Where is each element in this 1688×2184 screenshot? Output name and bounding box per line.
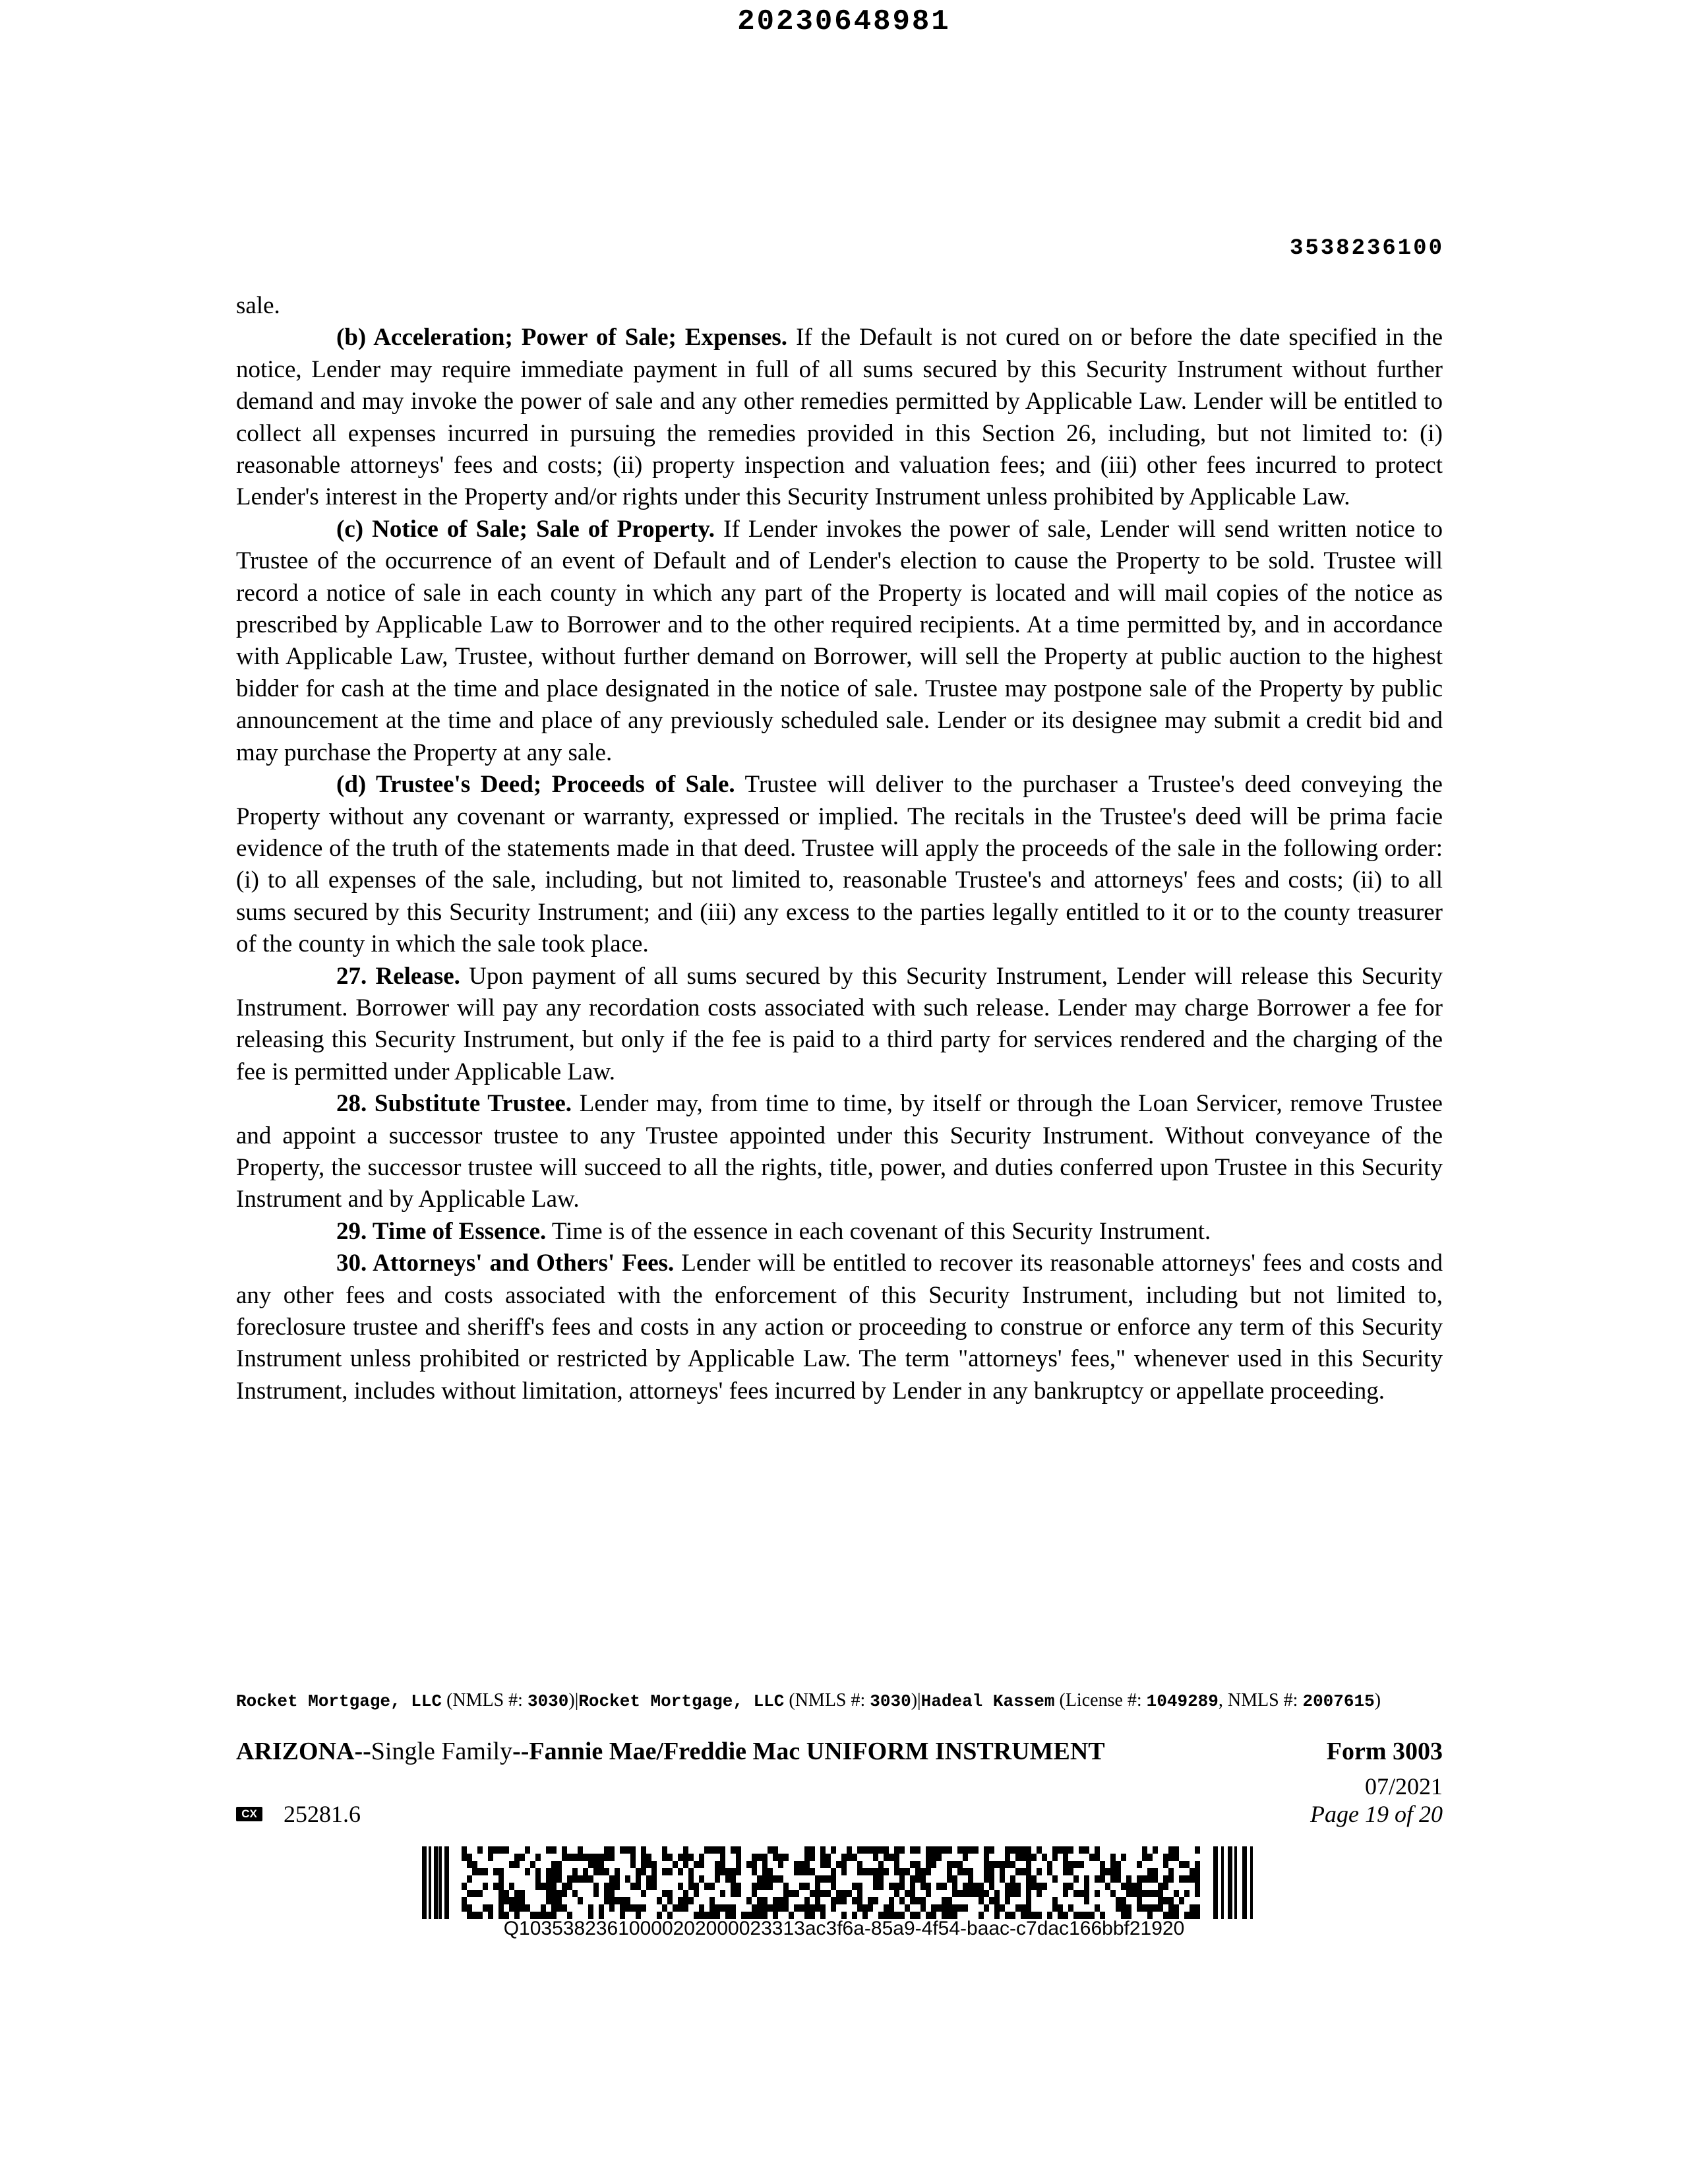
page-number: Page 19 of 20 bbox=[1310, 1801, 1443, 1827]
text-notice-of-sale: If Lender invokes the power of sale, Lender will send written notice to Trustee of the occurrence of an event of Default and of Lender's election to cause the Property to be sold. Trustee will record a notice of sale in each county in which any part of the Property is located and will mail copies of the notice as prescribed by Applicable Law to Borrower and to the other required recipients. At a time permitted by, and in accordance with Applicable Law, Trustee, without further demand on Borrower, will sell the Property at public auction to the highest bidder for cash at the time and place designated in the notice of sale. Trustee may postpone sale of the Property by public announcement at the time and place of any previously scheduled sale. Lender or its designee may submit a credit bid and may purchase the Property at any sale. bbox=[236, 515, 1443, 766]
text-release: Upon payment of all sums secured by this Security Instrument, Lender will release this Security Instrument. Borrower will pay any recordation costs associated with such release. Lender may charge Borrower a fee for releasing this Security Instrument, but only if the fee is paid to a third party for services rendered and the charging of the fee is permitted under Applicable Law. bbox=[236, 962, 1443, 1085]
paragraph-acceleration bbox=[236, 322, 1443, 513]
cx-logo-icon: CX bbox=[236, 1807, 262, 1821]
text-substitute-trustee: Lender may, from time to time, by itself or through the Loan Servicer, remove Trustee and appoint a successor trustee to any Trustee appointed under this Security Instrument. Without conveyance of the Property, the successor trustee will succeed to all the rights, title, power, and duties conferred upon Trustee in this Security Instrument and by Applicable Law. bbox=[236, 1090, 1443, 1213]
nmls-number: 3030 bbox=[870, 1691, 911, 1711]
form-dash: -- bbox=[354, 1738, 371, 1765]
heading-time-of-essence: 29. Time of Essence. bbox=[336, 1217, 547, 1245]
recording-number: 20230648981 bbox=[737, 5, 951, 38]
nmls-number: 3030 bbox=[527, 1691, 569, 1711]
license-label: (License #: bbox=[1054, 1690, 1147, 1711]
text-acceleration: If the Default is not cured on or before the date specified in the notice, Lender may require immediate payment in full of all sums secured by this Security Instrument without further demand and may invoke the power of sale and any other remedies permitted by Applicable Law. Lender will be entitled to collect all expenses incurred in pursuing the remedies provided in this Section 26, including, but not limited to: (i) reasonable attorneys' fees and costs; (ii) property inspection and valuation fees; and (iii) other fees incurred to protect Lender's interest in the Property and/or rights under this Security Instrument unless prohibited by Applicable Law. bbox=[236, 324, 1443, 511]
text-attorneys-fees: Lender will be entitled to recover its reasonable attorneys' fees and costs and any other fees and costs associated with the enforcement of this Security Instrument, including but not limited to, foreclosure trustee and sheriff's fees and costs in any action or proceeding to construe or enforce any term of this Security Instrument unless prohibited or restricted by Applicable Law. The term "attorneys' fees," whenever used in this Security Instrument, includes without limitation, attorneys' fees incurred by Lender in any bankruptcy or appellate proceeding. bbox=[236, 1250, 1443, 1405]
paragraph-attorneys-fees bbox=[236, 1248, 1443, 1407]
form-title-line bbox=[236, 1737, 1443, 1766]
paragraph-trustees-deed bbox=[236, 769, 1443, 960]
barcode-text: Q10353823610000202000023313ac3f6a-85a9-4f54-baac-c7dac166bbf21920 bbox=[503, 1918, 1185, 1939]
doc-code: 25281.6 bbox=[284, 1801, 361, 1827]
paragraph-time-of-essence bbox=[236, 1216, 1443, 1248]
loan-number: 3538236100 bbox=[1289, 236, 1444, 261]
heading-notice-of-sale: (c) Notice of Sale; Sale of Property. bbox=[336, 515, 715, 543]
nmls-label: , NMLS #: bbox=[1218, 1690, 1303, 1711]
form-family: Single Family bbox=[371, 1738, 513, 1765]
nmls-number: 2007615 bbox=[1302, 1691, 1375, 1711]
paragraph-notice-of-sale bbox=[236, 514, 1443, 769]
nmls-label: (NMLS #: bbox=[784, 1690, 870, 1711]
paragraph-substitute-trustee bbox=[236, 1088, 1443, 1216]
heading-substitute-trustee: 28. Substitute Trustee. bbox=[336, 1090, 572, 1118]
form-title bbox=[236, 1738, 1105, 1765]
separator: )| bbox=[911, 1690, 921, 1711]
heading-attorneys-fees: 30. Attorneys' and Others' Fees. bbox=[336, 1250, 675, 1277]
form-dash: -- bbox=[512, 1738, 529, 1765]
text-time-of-essence: Time is of the essence in each covenant of this Security Instrument. bbox=[546, 1217, 1211, 1245]
form-state: ARIZONA bbox=[236, 1738, 355, 1765]
barcode-icon bbox=[422, 1846, 1266, 1919]
form-number: Form 3003 bbox=[1326, 1738, 1443, 1765]
originator-name: Hadeal Kassem bbox=[920, 1691, 1055, 1711]
closing-paren: ) bbox=[1374, 1690, 1381, 1711]
document-body bbox=[236, 290, 1443, 1407]
text-trustees-deed: Trustee will deliver to the purchaser a Trustee's deed conveying the Property without any covenant or warranty, expressed or implied. The recitals in the Trustee's deed will be prima facie evidence of the truth of the statements made in that deed. Trustee will apply the proceeds of the sale in the following order: (i) to all expenses of the sale, including, but not limited to, reasonable Trustee's and attorneys' fees and costs; (ii) to all sums secured by this Security Instrument; and (iii) any excess to the parties legally entitled to it or to the county treasurer of the county in which the sale took place. bbox=[236, 771, 1443, 958]
paragraph-release bbox=[236, 961, 1443, 1089]
separator: )| bbox=[568, 1690, 579, 1711]
paragraph-continuation: sale. bbox=[236, 292, 280, 319]
lender-name: Rocket Mortgage, LLC bbox=[236, 1691, 442, 1711]
heading-release: 27. Release. bbox=[336, 962, 460, 990]
nmls-label: (NMLS #: bbox=[442, 1690, 528, 1711]
doc-id-row bbox=[236, 1800, 361, 1828]
heading-acceleration: (b) Acceleration; Power of Sale; Expenses. bbox=[336, 324, 788, 351]
form-instrument: Fannie Mae/Freddie Mac UNIFORM INSTRUMENT bbox=[529, 1738, 1105, 1765]
license-number: 1049289 bbox=[1146, 1691, 1219, 1711]
lender-name: Rocket Mortgage, LLC bbox=[578, 1691, 785, 1711]
heading-trustees-deed: (d) Trustee's Deed; Proceeds of Sale. bbox=[336, 771, 735, 799]
footer-lender-info bbox=[236, 1689, 1449, 1713]
form-date: 07/2021 bbox=[1364, 1773, 1443, 1800]
